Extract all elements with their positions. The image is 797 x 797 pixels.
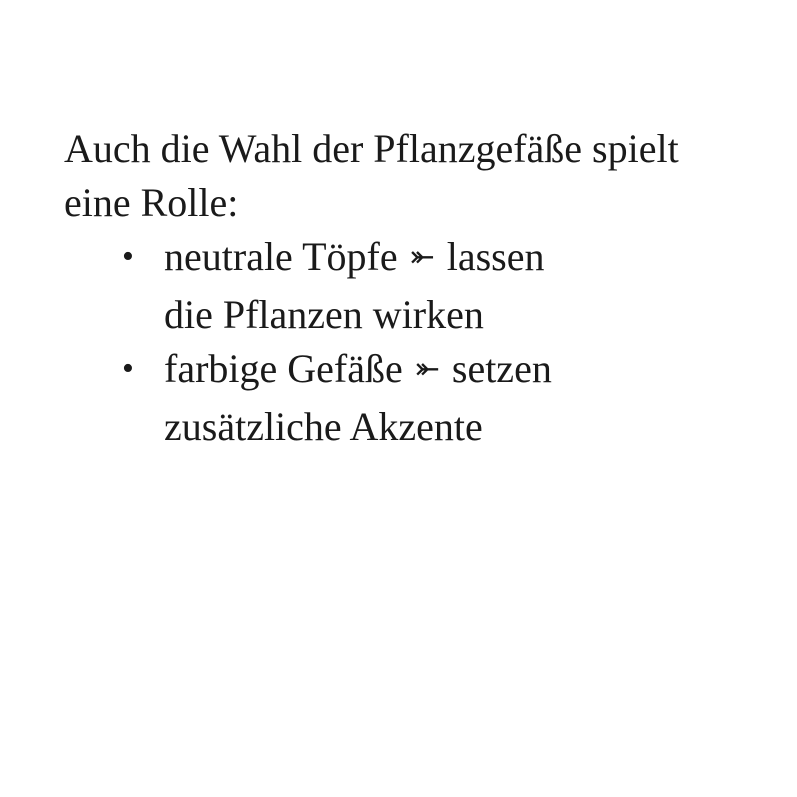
bullet-icon: • <box>122 238 134 275</box>
intro-paragraph: Auch die Wahl der Pflanzgefäße spielt eine Rolle: <box>64 126 679 225</box>
list-item-term: farbige Gefäße <box>164 346 403 391</box>
bullet-list <box>64 230 754 454</box>
list-item <box>64 230 584 342</box>
arrow-icon: ⤜ <box>414 353 440 386</box>
text-block <box>64 122 754 454</box>
bullet-icon: • <box>122 350 134 387</box>
list-item-text: lassen die Pflanzen wirken <box>164 234 545 337</box>
list-item <box>64 342 584 454</box>
list-item-text: setzen zusätzliche Akzente <box>164 346 552 449</box>
list-item-term: neutrale Töpfe <box>164 234 398 279</box>
arrow-icon: ⤜ <box>409 241 435 274</box>
